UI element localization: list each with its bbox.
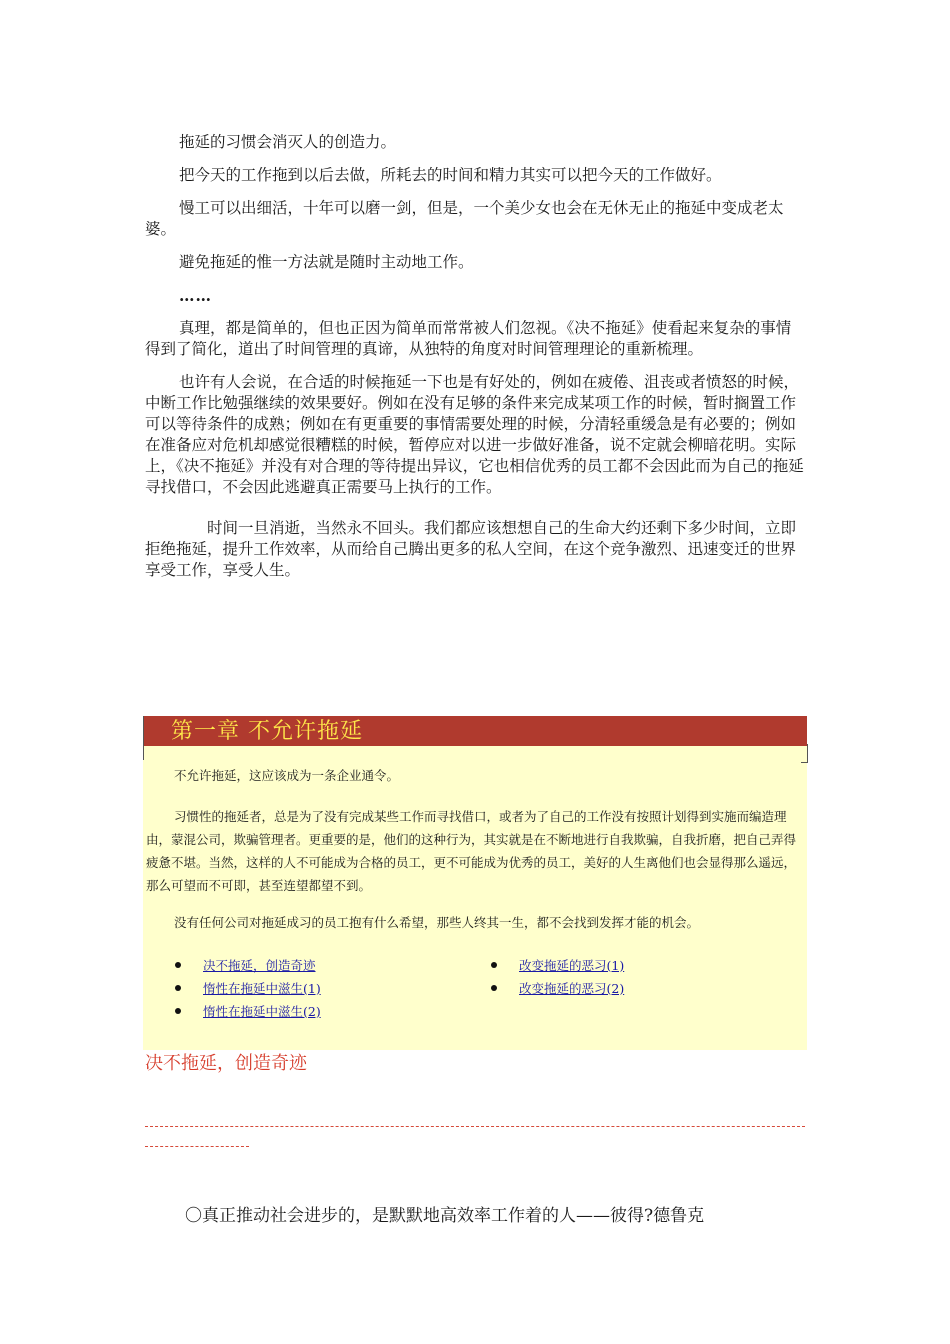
- bullet-icon: [175, 1008, 181, 1014]
- list-item: [173, 976, 489, 999]
- intro-paragraph: 也许有人会说，在合适的时候拖延一下也是有好处的，例如在疲倦、沮丧或者愤怒的时候，中断工作比勉强继续的效果要好。例如在没有足够的条件来完成某项工作的时候，暂时搁置工作可以等待条件的成熟；例如在有更重要的事情需要处理的时候，分清轻重缓急是有必要的；例如在准备应对危机却感觉很糟糕的时候，暂停应对以进一步做好准备，说不定就会柳暗花明。实际上，《决不拖延》并没有对合理的等待提出异议，它也相信优秀的员工都不会因此而为自己的拖延寻找借口，不会因此逃避真正需要马上执行的工作。: [145, 373, 804, 496]
- quote-line: 〇真正推动社会进步的，是默默地高效率工作着的人——彼得?德鲁克: [185, 1206, 705, 1226]
- intro-ellipsis: ……: [179, 286, 212, 305]
- chapter-body: [143, 746, 807, 934]
- bullet-icon: [491, 962, 497, 968]
- list-item: [489, 976, 789, 999]
- link-duo-xing-1[interactable]: 惰性在拖延中滋生(1): [203, 980, 321, 996]
- intro-paragraph: 避免拖延的惟一方法就是随时主动地工作。: [179, 253, 474, 271]
- list-item: [173, 999, 489, 1022]
- chapter-header: [143, 716, 807, 746]
- link-gai-bian-2[interactable]: 改变拖延的恶习(2): [519, 980, 625, 996]
- bullet-icon: [491, 985, 497, 991]
- chapter-paragraph: 不允许拖延，这应该成为一条企业通令。: [174, 768, 400, 783]
- intro-paragraph: 慢工可以出细活，十年可以磨一剑，但是，一个美少女也会在无休无止的拖延中变成老太婆。: [145, 199, 784, 238]
- intro-paragraph: 时间一旦消逝，当然永不回头。我们都应该想想自己的生命大约还剩下多少时间，立即拒绝拖延，提升工作效率，从而给自己腾出更多的私人空间，在这个竞争激烈、迅速变迁的世界享受工作，享受人生。: [145, 519, 797, 579]
- bullet-icon: [175, 985, 181, 991]
- link-duo-xing-2[interactable]: 惰性在拖延中滋生(2): [203, 1003, 321, 1019]
- chapter-frame-right: [801, 744, 808, 763]
- list-item: [489, 953, 789, 976]
- chapter-paragraph: 习惯性的拖延者，总是为了没有完成某些工作而寻找借口，或者为了自己的工作没有按照计划得到实施而编造理由，蒙混公司，欺骗管理者。更重要的是，他们的这种行为，其实就是在不断地进行自我欺骗，自我折磨，把自己弄得疲惫不堪。当然，这样的人不可能成为合格的员工，更不可能成为优秀的员工，美好的人生离他们也会显得那么遥远，那么可望而不可即，甚至连望都望不到。: [146, 809, 797, 893]
- chapter-frame-left: [143, 716, 144, 760]
- intro-paragraph: 真理，都是简单的，但也正因为简单而常常被人们忽视。《决不拖延》使看起来复杂的事情得到了简化，道出了时间管理的真谛，从独特的角度对时间管理理论的重新梳理。: [145, 319, 792, 358]
- divider-dashed: [145, 1126, 805, 1127]
- section-title: 决不拖延，创造奇迹: [145, 1053, 307, 1074]
- intro-paragraph: 把今天的工作拖到以后去做，所耗去的时间和精力其实可以把今天的工作做好。: [179, 166, 722, 184]
- intro-paragraph: 拖延的习惯会消灭人的创造力。: [179, 133, 397, 151]
- chapter-paragraph: 没有任何公司对拖延成习的员工抱有什么希望，那些人终其一生，都不会找到发挥才能的机会。: [174, 915, 700, 930]
- chapter-box: [143, 716, 807, 1050]
- chapter-link-list: [173, 953, 793, 1022]
- divider-dashed-short: [145, 1146, 249, 1147]
- bullet-icon: [175, 962, 181, 968]
- link-jue-bu-tuo-yan[interactable]: 决不拖延，创造奇迹: [203, 957, 316, 973]
- link-gai-bian-1[interactable]: 改变拖延的恶习(1): [519, 957, 625, 973]
- chapter-title: 第一章 不允许拖延: [171, 719, 363, 744]
- intro-text: [145, 132, 805, 593]
- list-item: [173, 953, 489, 976]
